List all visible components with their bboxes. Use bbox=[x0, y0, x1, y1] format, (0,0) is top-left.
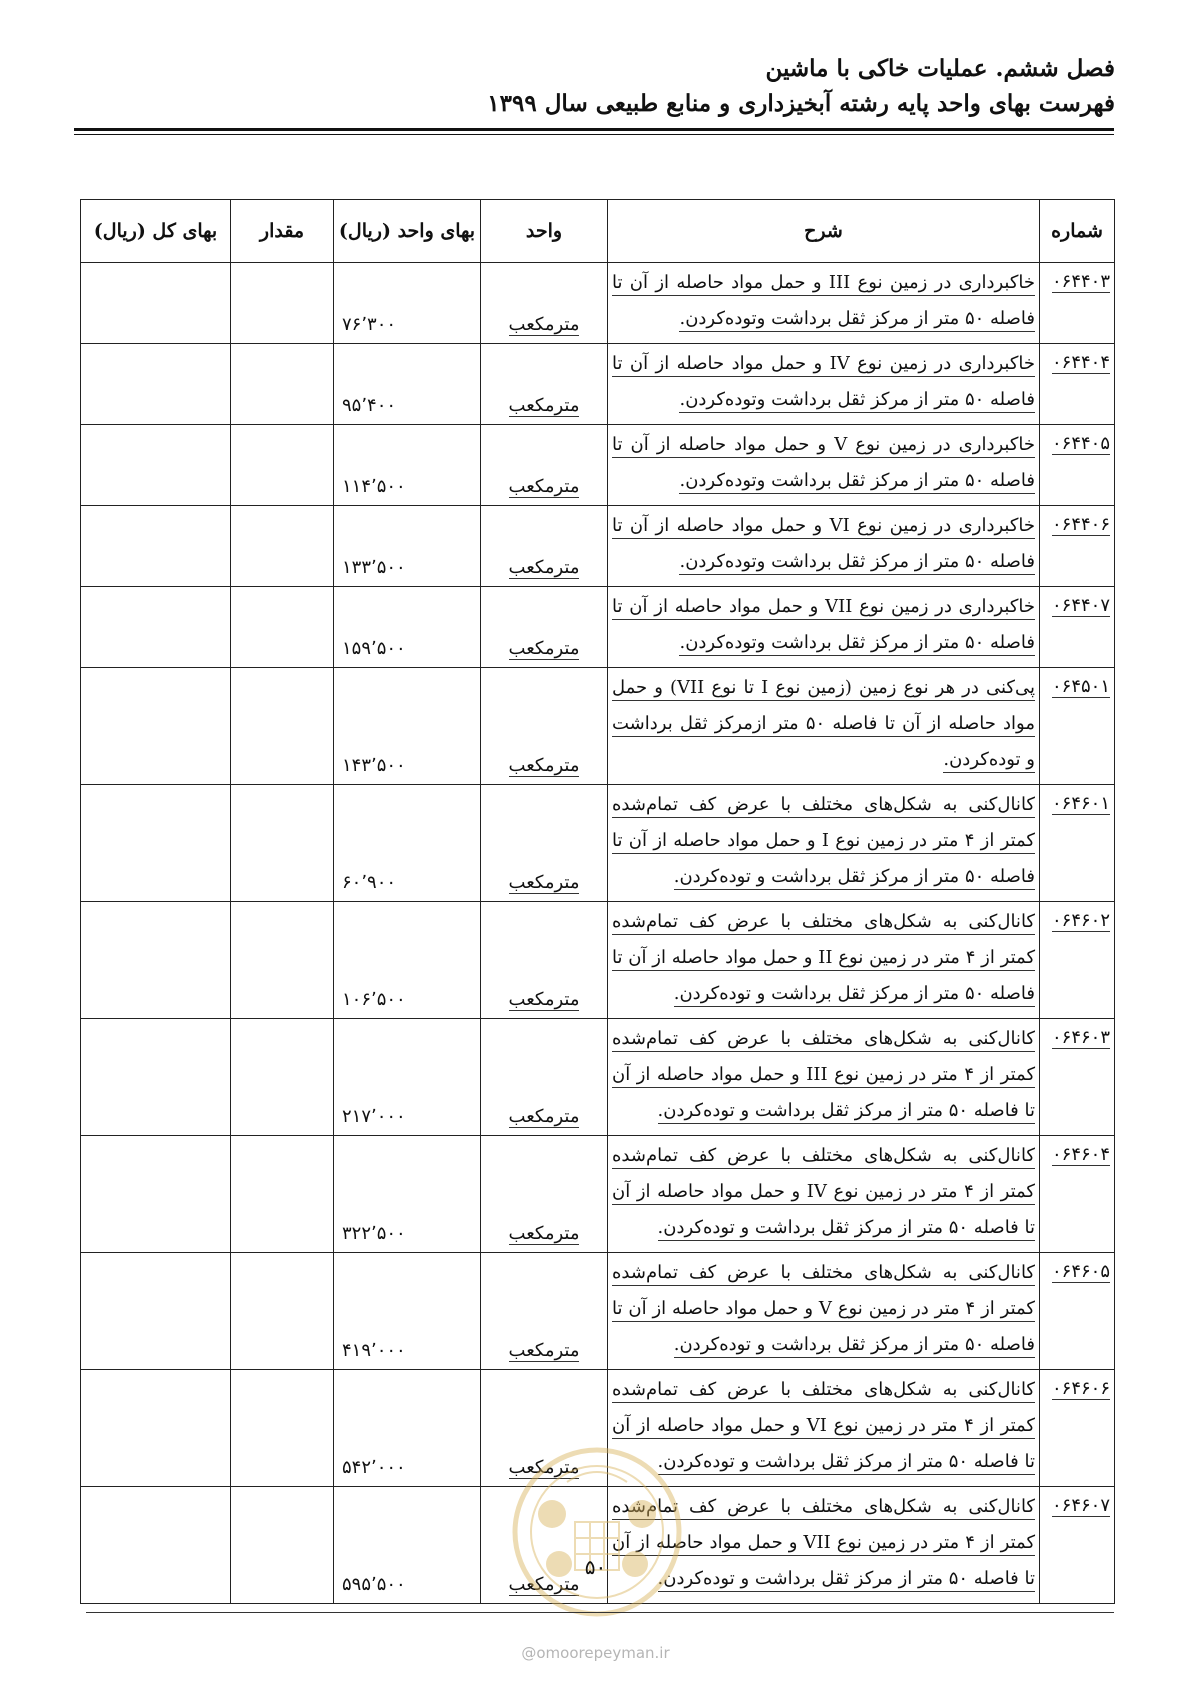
item-code-cell bbox=[1040, 263, 1115, 344]
item-description: خاکبرداری در زمین نوع V و حمل مواد حاصله از آن تا فاصله ۵۰ متر از مرکز ثقل برداشت وتوده‌کردن. bbox=[612, 434, 1035, 494]
item-unit: مترمکعب bbox=[508, 989, 580, 1010]
item-description: خاکبرداری در زمین نوع III و حمل مواد حاصله از آن تا فاصله ۵۰ متر از مرکز ثقل برداشت وتوده‌کردن. bbox=[612, 272, 1035, 332]
item-unit-price: ۱۱۴٬۵۰۰ bbox=[334, 425, 481, 506]
item-description: کانال‌کنی به شکل‌های مختلف با عرض کف تمام‌شده کمتر از ۴ متر در زمین نوع I و حمل مواد حاصله از آن تا فاصله ۵۰ متر از مرکز ثقل برداشت و توده‌کردن. bbox=[612, 794, 1035, 890]
item-code: ۰۶۴۶۰۵ bbox=[1051, 1261, 1110, 1282]
item-unit: مترمکعب bbox=[508, 1574, 580, 1595]
item-total-price bbox=[81, 1487, 231, 1604]
item-code: ۰۶۴۵۰۱ bbox=[1051, 676, 1110, 697]
item-quantity bbox=[231, 785, 334, 902]
item-unit-cell bbox=[481, 1019, 608, 1136]
header-description: شرح bbox=[608, 200, 1040, 263]
item-code: ۰۶۴۴۰۴ bbox=[1051, 352, 1110, 373]
header-unit-price: بهای واحد (ریال) bbox=[334, 200, 481, 263]
item-description-cell bbox=[608, 1019, 1040, 1136]
item-total-price bbox=[81, 902, 231, 1019]
watermark-url: @omoorepeyman.ir bbox=[521, 1644, 670, 1662]
item-description: کانال‌کنی به شکل‌های مختلف با عرض کف تمام‌شده کمتر از ۴ متر در زمین نوع VII و حمل مواد حاصله از آن تا فاصله ۵۰ متر از مرکز ثقل برداشت و توده‌کردن. bbox=[612, 1496, 1035, 1592]
item-unit-price: ۱۵۹٬۵۰۰ bbox=[334, 587, 481, 668]
item-unit-price: ۲۱۷٬۰۰۰ bbox=[334, 1019, 481, 1136]
item-quantity bbox=[231, 425, 334, 506]
table-row bbox=[81, 1136, 1115, 1253]
item-quantity bbox=[231, 1253, 334, 1370]
item-code-cell bbox=[1040, 668, 1115, 785]
item-total-price bbox=[81, 425, 231, 506]
item-code-cell bbox=[1040, 902, 1115, 1019]
item-code-cell bbox=[1040, 785, 1115, 902]
item-unit: مترمکعب bbox=[508, 755, 580, 776]
item-unit: مترمکعب bbox=[508, 395, 580, 416]
table-header-row bbox=[81, 200, 1115, 263]
item-total-price bbox=[81, 587, 231, 668]
item-code-cell bbox=[1040, 1487, 1115, 1604]
item-unit-price: ۱۴۳٬۵۰۰ bbox=[334, 668, 481, 785]
item-unit: مترمکعب bbox=[508, 557, 580, 578]
header-divider-thick bbox=[74, 128, 1114, 131]
item-quantity bbox=[231, 902, 334, 1019]
header-total-price: بهای کل (ریال) bbox=[81, 200, 231, 263]
item-description: خاکبرداری در زمین نوع IV و حمل مواد حاصله از آن تا فاصله ۵۰ متر از مرکز ثقل برداشت وتوده‌کردن. bbox=[612, 353, 1035, 413]
item-total-price bbox=[81, 344, 231, 425]
document-title: فهرست بهای واحد پایه رشته آبخیزداری و منابع طبیعی سال ۱۳۹۹ bbox=[487, 90, 1115, 117]
item-description: کانال‌کنی به شکل‌های مختلف با عرض کف تمام‌شده کمتر از ۴ متر در زمین نوع V و حمل مواد حاصله از آن تا فاصله ۵۰ متر از مرکز ثقل برداشت و توده‌کردن. bbox=[612, 1262, 1035, 1358]
item-total-price bbox=[81, 1370, 231, 1487]
item-description-cell bbox=[608, 506, 1040, 587]
watermark-seal-icon bbox=[507, 1442, 687, 1622]
footer-divider bbox=[86, 1612, 1114, 1613]
table-row bbox=[81, 1019, 1115, 1136]
item-unit-price: ۵۴۲٬۰۰۰ bbox=[334, 1370, 481, 1487]
price-list-table bbox=[80, 199, 1115, 1604]
item-description: پی‌کنی در هر نوع زمین (زمین نوع I تا نوع VII) و حمل مواد حاصله از آن تا فاصله ۵۰ متر ازمرکز ثقل برداشت و توده‌کردن. bbox=[612, 677, 1035, 773]
item-code: ۰۶۴۶۰۴ bbox=[1051, 1144, 1110, 1165]
item-code-cell bbox=[1040, 1370, 1115, 1487]
item-code: ۰۶۴۶۰۳ bbox=[1051, 1027, 1110, 1048]
item-unit-cell bbox=[481, 1136, 608, 1253]
item-code-cell bbox=[1040, 587, 1115, 668]
item-unit: مترمکعب bbox=[508, 1223, 580, 1244]
item-unit-price: ۶۰٬۹۰۰ bbox=[334, 785, 481, 902]
item-total-price bbox=[81, 263, 231, 344]
table-body bbox=[81, 263, 1115, 1604]
item-quantity bbox=[231, 587, 334, 668]
item-unit-cell bbox=[481, 587, 608, 668]
item-unit-cell bbox=[481, 506, 608, 587]
item-description-cell bbox=[608, 785, 1040, 902]
item-unit-price: ۵۹۵٬۵۰۰ bbox=[334, 1487, 481, 1604]
item-description: کانال‌کنی به شکل‌های مختلف با عرض کف تمام‌شده کمتر از ۴ متر در زمین نوع IV و حمل مواد حاصله از آن تا فاصله ۵۰ متر از مرکز ثقل برداشت و توده‌کردن. bbox=[612, 1145, 1035, 1241]
item-unit: مترمکعب bbox=[508, 1106, 580, 1127]
table-row bbox=[81, 263, 1115, 344]
item-description: کانال‌کنی به شکل‌های مختلف با عرض کف تمام‌شده کمتر از ۴ متر در زمین نوع VI و حمل مواد حاصله از آن تا فاصله ۵۰ متر از مرکز ثقل برداشت و توده‌کردن. bbox=[612, 1379, 1035, 1475]
item-quantity bbox=[231, 1370, 334, 1487]
item-unit-cell bbox=[481, 344, 608, 425]
item-total-price bbox=[81, 506, 231, 587]
item-code-cell bbox=[1040, 344, 1115, 425]
header-unit: واحد bbox=[481, 200, 608, 263]
item-description-cell bbox=[608, 902, 1040, 1019]
item-quantity bbox=[231, 1019, 334, 1136]
item-description: کانال‌کنی به شکل‌های مختلف با عرض کف تمام‌شده کمتر از ۴ متر در زمین نوع III و حمل مواد حاصله از آن تا فاصله ۵۰ متر از مرکز ثقل برداشت و توده‌کردن. bbox=[612, 1028, 1035, 1124]
item-description-cell bbox=[608, 1136, 1040, 1253]
header-code: شماره bbox=[1040, 200, 1115, 263]
table-row bbox=[81, 506, 1115, 587]
header-quantity: مقدار bbox=[231, 200, 334, 263]
item-total-price bbox=[81, 668, 231, 785]
item-unit-cell bbox=[481, 263, 608, 344]
item-code: ۰۶۴۴۰۶ bbox=[1051, 514, 1110, 535]
item-quantity bbox=[231, 506, 334, 587]
item-code: ۰۶۴۶۰۱ bbox=[1051, 793, 1110, 814]
item-unit: مترمکعب bbox=[508, 872, 580, 893]
item-unit-cell bbox=[481, 425, 608, 506]
item-total-price bbox=[81, 1136, 231, 1253]
item-code-cell bbox=[1040, 1136, 1115, 1253]
item-description-cell bbox=[608, 263, 1040, 344]
item-code-cell bbox=[1040, 506, 1115, 587]
item-code: ۰۶۴۶۰۷ bbox=[1051, 1495, 1110, 1516]
item-unit-cell bbox=[481, 668, 608, 785]
table-row bbox=[81, 902, 1115, 1019]
item-unit-cell bbox=[481, 1253, 608, 1370]
item-unit: مترمکعب bbox=[508, 476, 580, 497]
item-unit-price: ۱۳۳٬۵۰۰ bbox=[334, 506, 481, 587]
item-description-cell bbox=[608, 425, 1040, 506]
item-unit-price: ۳۲۲٬۵۰۰ bbox=[334, 1136, 481, 1253]
item-quantity bbox=[231, 344, 334, 425]
table-row bbox=[81, 785, 1115, 902]
table-row bbox=[81, 344, 1115, 425]
item-code: ۰۶۴۴۰۳ bbox=[1051, 271, 1110, 292]
item-code-cell bbox=[1040, 1019, 1115, 1136]
item-quantity bbox=[231, 1487, 334, 1604]
item-total-price bbox=[81, 1253, 231, 1370]
item-unit-price: ۴۱۹٬۰۰۰ bbox=[334, 1253, 481, 1370]
item-description-cell bbox=[608, 1253, 1040, 1370]
item-unit-price: ۹۵٬۴۰۰ bbox=[334, 344, 481, 425]
chapter-title: فصل ششم. عملیات خاکی با ماشین bbox=[765, 55, 1115, 82]
page-number: ۵۰ bbox=[584, 1555, 607, 1579]
item-quantity bbox=[231, 263, 334, 344]
item-code: ۰۶۴۶۰۶ bbox=[1051, 1378, 1110, 1399]
item-total-price bbox=[81, 1019, 231, 1136]
item-unit-cell bbox=[481, 785, 608, 902]
item-description: کانال‌کنی به شکل‌های مختلف با عرض کف تمام‌شده کمتر از ۴ متر در زمین نوع II و حمل مواد حاصله از آن تا فاصله ۵۰ متر از مرکز ثقل برداشت و توده‌کردن. bbox=[612, 911, 1035, 1007]
item-quantity bbox=[231, 1136, 334, 1253]
page-header bbox=[75, 52, 1115, 122]
item-unit-price: ۱۰۶٬۵۰۰ bbox=[334, 902, 481, 1019]
item-unit: مترمکعب bbox=[508, 314, 580, 335]
item-code: ۰۶۴۴۰۵ bbox=[1051, 433, 1110, 454]
item-total-price bbox=[81, 785, 231, 902]
item-code: ۰۶۴۶۰۲ bbox=[1051, 910, 1110, 931]
header-divider-thin bbox=[74, 134, 1114, 135]
item-description-cell bbox=[608, 587, 1040, 668]
table-row bbox=[81, 668, 1115, 785]
item-unit: مترمکعب bbox=[508, 1457, 580, 1478]
item-description: خاکبرداری در زمین نوع VI و حمل مواد حاصله از آن تا فاصله ۵۰ متر از مرکز ثقل برداشت وتوده‌کردن. bbox=[612, 515, 1035, 575]
item-description-cell bbox=[608, 344, 1040, 425]
item-description: خاکبرداری در زمین نوع VII و حمل مواد حاصله از آن تا فاصله ۵۰ متر از مرکز ثقل برداشت وتوده‌کردن. bbox=[612, 596, 1035, 656]
item-unit-price: ۷۶٬۳۰۰ bbox=[334, 263, 481, 344]
item-unit-cell bbox=[481, 902, 608, 1019]
item-unit: مترمکعب bbox=[508, 1340, 580, 1361]
item-unit: مترمکعب bbox=[508, 638, 580, 659]
table-row bbox=[81, 425, 1115, 506]
item-description-cell bbox=[608, 668, 1040, 785]
table-row bbox=[81, 587, 1115, 668]
item-code: ۰۶۴۴۰۷ bbox=[1051, 595, 1110, 616]
table-row bbox=[81, 1253, 1115, 1370]
item-code-cell bbox=[1040, 425, 1115, 506]
item-quantity bbox=[231, 668, 334, 785]
item-code-cell bbox=[1040, 1253, 1115, 1370]
